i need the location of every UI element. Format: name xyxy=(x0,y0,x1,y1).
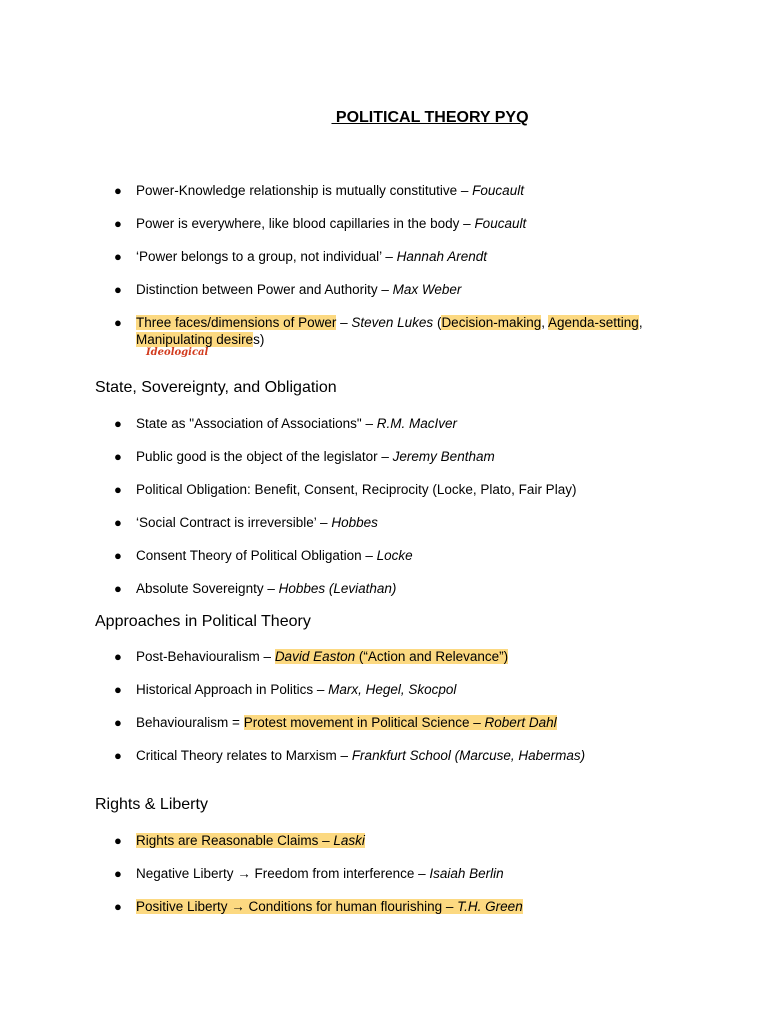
bullet-icon: ● xyxy=(114,416,122,431)
bullet-icon: ● xyxy=(114,715,122,730)
list-item: ● Absolute Sovereignty – Hobbes (Leviathan) xyxy=(114,581,397,596)
rights-list xyxy=(0,832,768,931)
list-item: ● Distinction between Power and Authority – Max Weber xyxy=(114,282,462,297)
bullet-icon: ● xyxy=(114,748,122,763)
bullet-icon: ● xyxy=(114,482,122,497)
state-list xyxy=(0,415,768,613)
approaches-list xyxy=(0,648,768,780)
bullet-icon: ● xyxy=(114,833,122,848)
section-heading: State, Sovereignty, and Obligation xyxy=(95,379,337,396)
bullet-icon: ● xyxy=(114,682,122,697)
bullet-icon: ● xyxy=(114,315,122,330)
list-item: ● Behaviouralism = Protest movement in Political Science – Robert Dahl xyxy=(114,715,557,730)
list-item: ● Power is everywhere, like blood capillaries in the body – Foucault xyxy=(114,216,527,231)
list-item: ● Post-Behaviouralism – David Easton (“Action and Relevance”) xyxy=(114,649,509,664)
handwritten-annotation: Ideological xyxy=(146,347,209,358)
bullet-icon: ● xyxy=(114,216,122,231)
list-item: ● Three faces/dimensions of Power – Steven Lukes (Decision-making, Agenda-setting, Manipulating desires) xyxy=(114,315,643,347)
list-item: ● Political Obligation: Benefit, Consent, Reciprocity (Locke, Plato, Fair Play) xyxy=(114,482,577,497)
section-heading: Approaches in Political Theory xyxy=(95,613,311,630)
bullet-icon: ● xyxy=(114,581,122,596)
list-item: ● Positive Liberty → Conditions for human flourishing – T.H. Green xyxy=(114,899,523,914)
list-item: ● Consent Theory of Political Obligation – Locke xyxy=(114,548,413,563)
bullet-icon: ● xyxy=(114,866,122,881)
bullet-icon: ● xyxy=(114,899,122,914)
power-list xyxy=(0,182,768,348)
bullet-icon: ● xyxy=(114,183,122,198)
bullet-icon: ● xyxy=(114,649,122,664)
list-item: ● Power-Knowledge relationship is mutually constitutive – Foucault xyxy=(114,183,524,198)
list-item: ● Negative Liberty → Freedom from interference – Isaiah Berlin xyxy=(114,866,504,881)
list-item: ● ‘Social Contract is irreversible’ – Hobbes xyxy=(114,515,378,530)
list-item: ● Historical Approach in Politics – Marx, Hegel, Skocpol xyxy=(114,682,457,697)
bullet-icon: ● xyxy=(114,449,122,464)
section-heading: Rights & Liberty xyxy=(95,796,208,813)
list-item: ● Critical Theory relates to Marxism – Frankfurt School (Marcuse, Habermas) xyxy=(114,748,586,763)
bullet-icon: ● xyxy=(114,282,122,297)
bullet-icon: ● xyxy=(114,548,122,563)
document-title: POLITICAL THEORY PYQ xyxy=(331,109,529,126)
bullet-icon: ● xyxy=(114,515,122,530)
list-item: ● State as "Association of Associations" – R.M. MacIver xyxy=(114,416,457,431)
bullet-icon: ● xyxy=(114,249,122,264)
list-item: ● Public good is the object of the legislator – Jeremy Bentham xyxy=(114,449,495,464)
list-item: ● Rights are Reasonable Claims – Laski xyxy=(114,833,365,848)
list-item: ● ‘Power belongs to a group, not individual’ – Hannah Arendt xyxy=(114,249,487,264)
